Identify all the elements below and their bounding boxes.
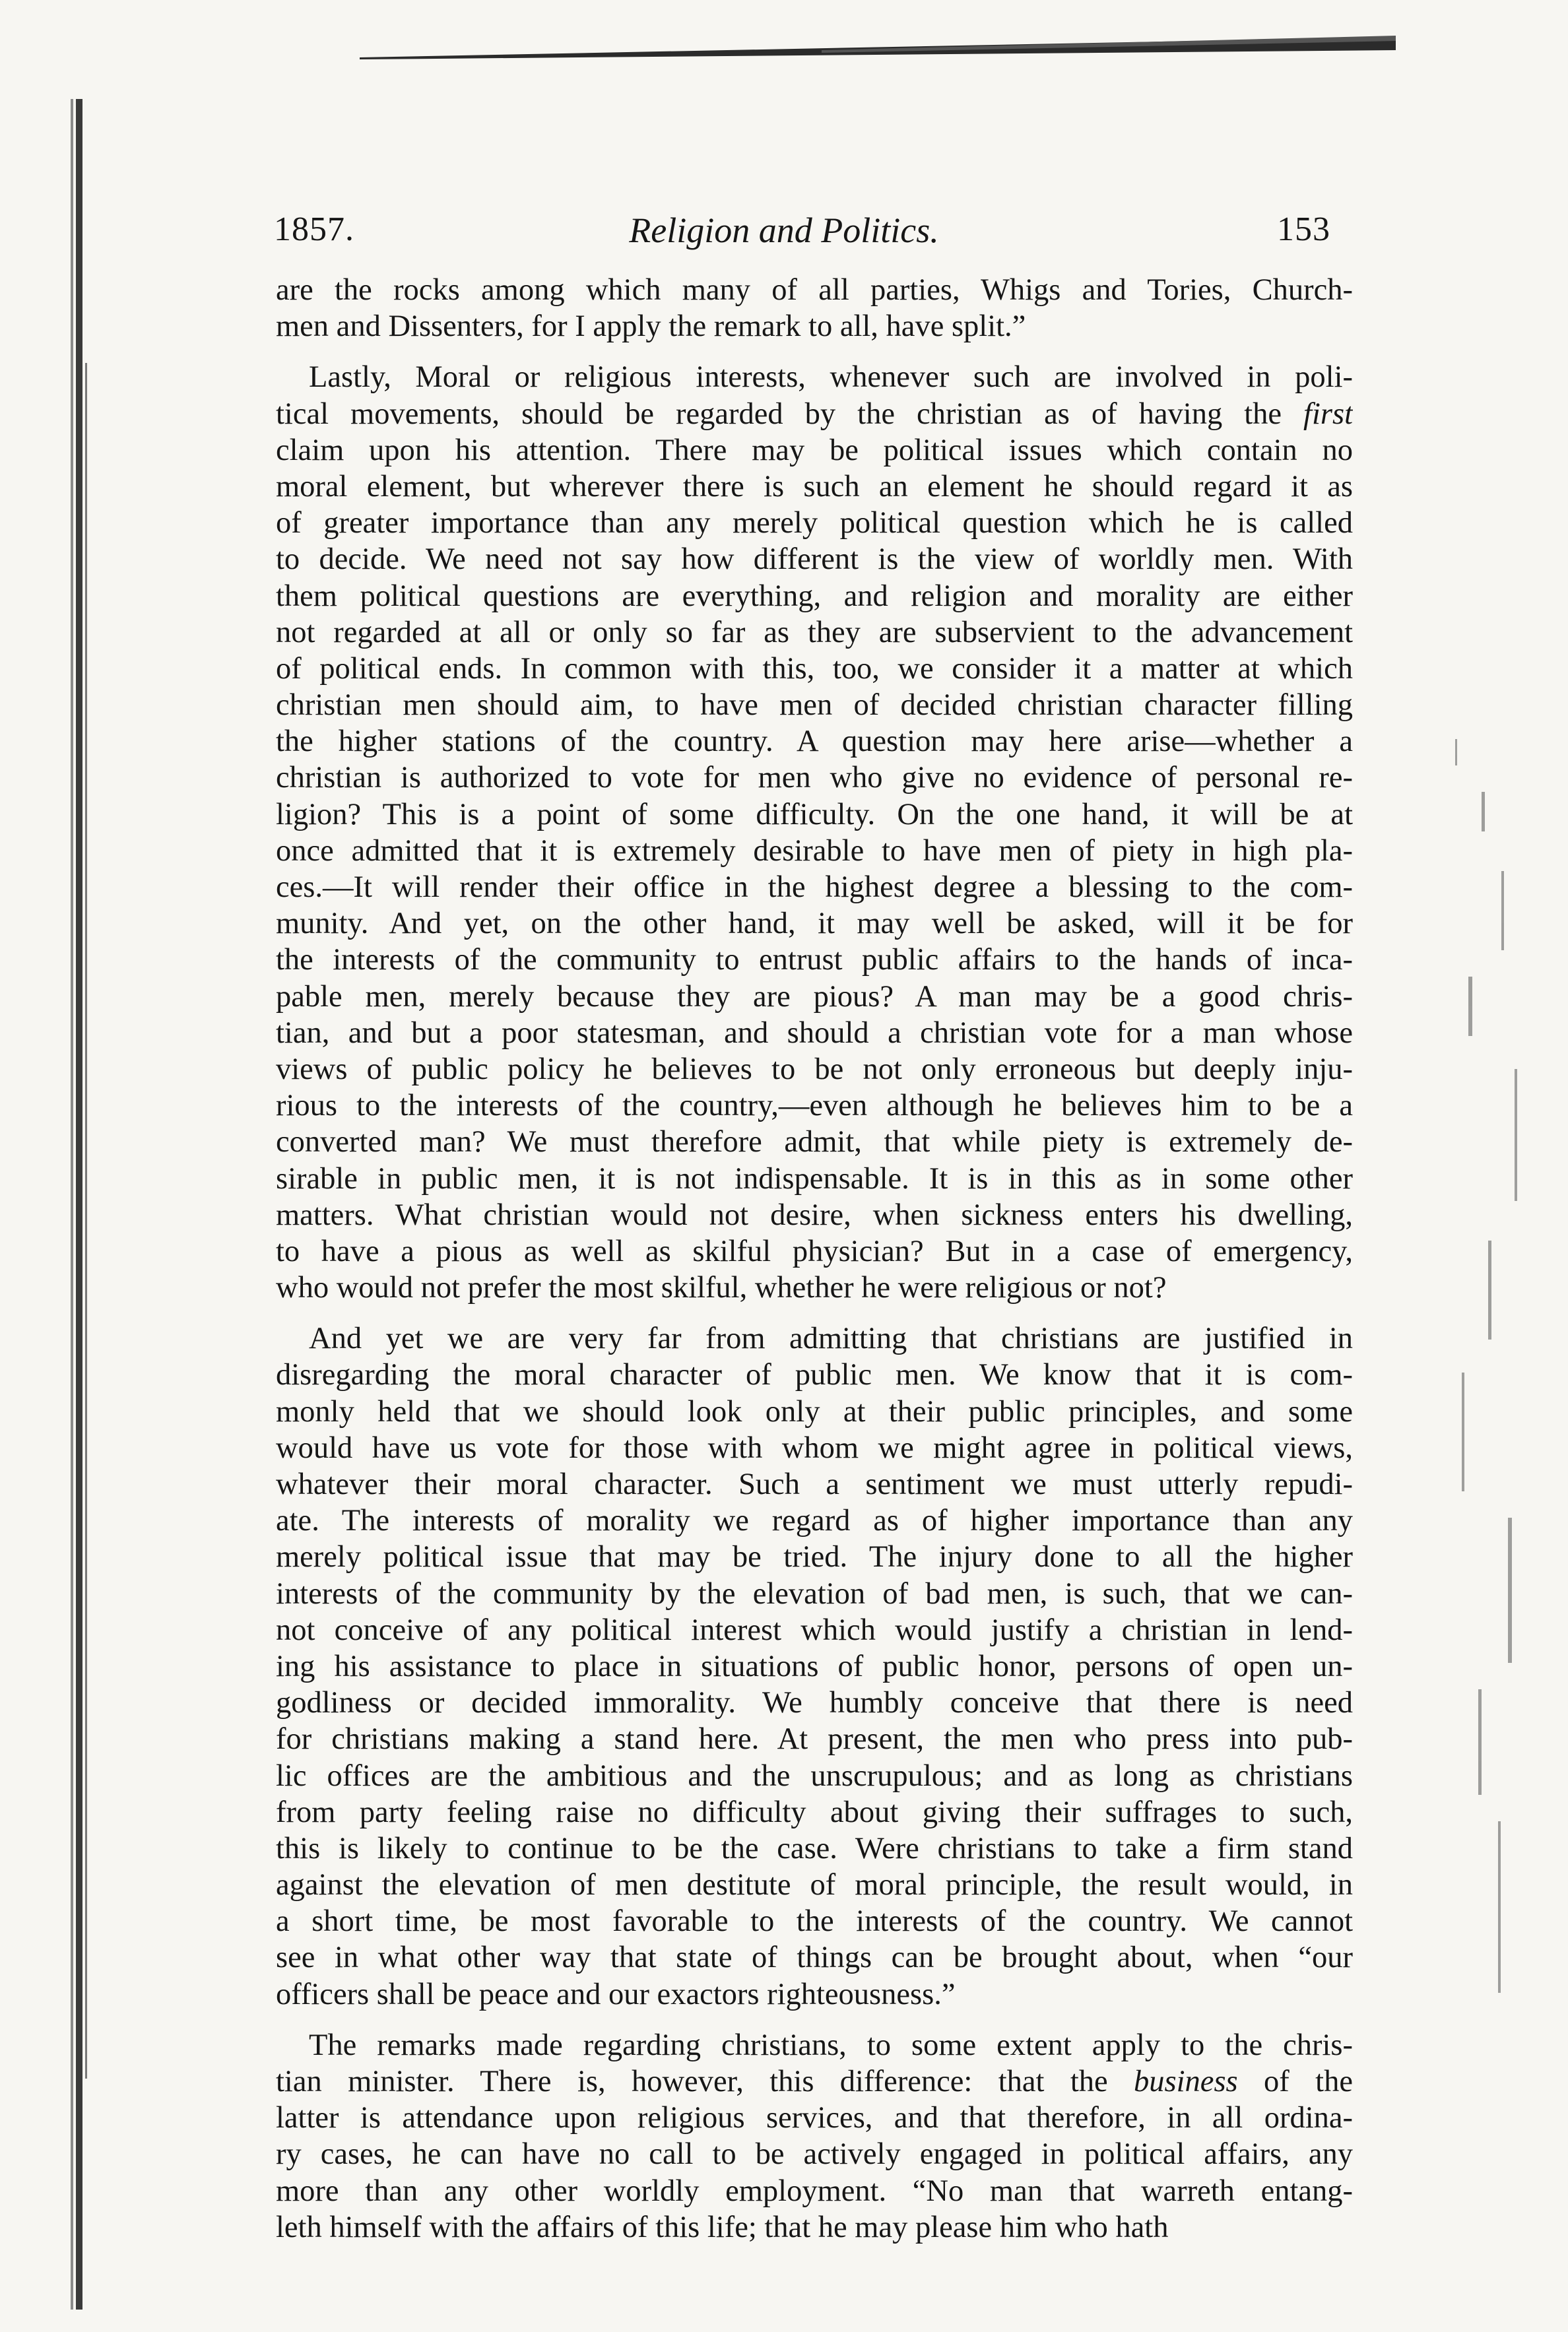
paragraph	[276, 272, 1353, 344]
text-line: munity. And yet, on the other hand, it may well be asked, will it be for	[276, 907, 1353, 941]
text-line: officers shall be peace and our exactors righteousness.”	[276, 1977, 956, 2011]
text-line: monly held that we should look only at their public principles, and some	[276, 1394, 1353, 1429]
text-line: once admitted that it is extremely desirable to have men of piety in high pla-	[276, 833, 1353, 868]
text-line: whatever their moral character. Such a sentiment we must utterly repudi-	[276, 1468, 1353, 1501]
text-line: Lastly, Moral or religious interests, whenever such are involved in poli-	[309, 360, 1353, 395]
text-line: ces.—It will render their office in the highest degree a blessing to the com-	[276, 870, 1353, 904]
text-line: disregarding the moral character of public men. We know that it is com-	[276, 1358, 1353, 1392]
text-line: rious to the interests of the country,—even although he believes him to be a	[276, 1089, 1353, 1123]
text-line: merely political issue that may be tried. The injury done to all the higher	[276, 1540, 1353, 1574]
text-line: godliness or decided immorality. We humbly conceive that there is need	[276, 1686, 1353, 1720]
text-line: who would not prefer the most skilful, whether he were religious or not?	[276, 1271, 1167, 1305]
text-line: to decide. We need not say how different is the view of worldly men. With	[276, 542, 1353, 577]
text-line: tian, and but a poor statesman, and should a christian vote for a man whose	[276, 1016, 1353, 1050]
paragraph	[276, 1320, 1353, 2013]
text-line: more than any other worldly employment. “No man that warreth entang-	[276, 2174, 1353, 2208]
text-line: matters. What christian would not desire, when sickness enters his dwelling,	[276, 1198, 1353, 1232]
text-line: leth himself with the affairs of this life; that he may please him who hath	[276, 2210, 1169, 2244]
text-line: ligion? This is a point of some difficulty. On the one hand, it will be at	[276, 797, 1353, 831]
text-line: pable men, merely because they are pious? A man may be a good chris-	[276, 979, 1353, 1014]
text-line: ate. The interests of morality we regard as of higher importance than any	[276, 1504, 1353, 1538]
text-line: see in what other way that state of things can be brought about, when “our	[276, 1941, 1353, 1975]
text-line: christian is authorized to vote for men who give no evidence of personal re-	[276, 761, 1353, 795]
text-line: for christians making a stand here. At present, the men who press into pub-	[276, 1722, 1353, 1757]
text-line: of greater importance than any merely political question which he is called	[276, 506, 1353, 540]
header-page-number: 153	[1277, 211, 1330, 248]
paragraph	[276, 2027, 1353, 2246]
paragraph-gap	[276, 344, 1353, 359]
text-line: latter is attendance upon religious services, and that therefore, in all ordina-	[276, 2101, 1353, 2135]
text-line: to have a pious as well as skilful physician? But in a case of emergency,	[276, 1234, 1353, 1268]
binding-edge	[63, 99, 94, 2310]
text-line: the higher stations of the country. A question may here arise—whether a	[276, 725, 1353, 759]
running-header	[0, 210, 1568, 263]
text-line: tical movements, should be regarded by the christian as of having the first	[276, 397, 1353, 431]
text-line: men and Dissenters, for I apply the remark to all, have split.”	[276, 309, 1026, 344]
text-line: lic offices are the ambitious and the unscrupulous; and as long as christians	[276, 1759, 1353, 1793]
text-line: And yet we are very far from admitting that christians are justified in	[309, 1322, 1353, 1356]
text-line: not conceive of any political interest which would justify a christian in lend-	[276, 1613, 1353, 1647]
header-running-title: Religion and Politics.	[629, 211, 939, 250]
text-line: this is likely to continue to be the case. Were christians to take a firm stand	[276, 1831, 1353, 1865]
text-line: are the rocks among which many of all parties, Whigs and Tories, Church-	[276, 273, 1353, 307]
text-line: claim upon his attention. There may be political issues which contain no	[276, 433, 1353, 467]
text-line: not regarded at all or only so far as they are subservient to the advancement	[276, 615, 1353, 649]
text-line: them political questions are everything, and religion and morality are either	[276, 579, 1353, 613]
text-line: ry cases, he can have no call to be actively engaged in political affairs, any	[276, 2137, 1353, 2172]
paragraph	[276, 359, 1353, 1306]
text-line: would have us vote for those with whom we might agree in political views,	[276, 1431, 1353, 1465]
text-line: The remarks made regarding christians, to some extent apply to the chris-	[309, 2028, 1353, 2062]
text-line: from party feeling raise no difficulty about giving their suffrages to such,	[276, 1795, 1353, 1829]
text-line: moral element, but wherever there is such an element he should regard it as	[276, 469, 1353, 503]
text-line: a short time, be most favorable to the interests of the country. We cannot	[276, 1904, 1353, 1939]
text-line: ing his assistance to place in situations of public honor, persons of open un-	[276, 1649, 1353, 1683]
top-rule-ornament	[360, 36, 1396, 59]
text-line: converted man? We must therefore admit, that while piety is extremely de-	[276, 1125, 1353, 1159]
text-line: interests of the community by the elevation of bad men, is such, that we can-	[276, 1576, 1353, 1611]
header-year: 1857.	[274, 211, 354, 248]
text-line: sirable in public men, it is not indispensable. It is in this as in some other	[276, 1161, 1353, 1196]
article-body	[276, 272, 1353, 2246]
text-line: tian minister. There is, however, this difference: that the business of the	[276, 2065, 1353, 2098]
text-line: christian men should aim, to have men of decided christian character filling	[276, 688, 1353, 723]
text-line: against the elevation of men destitute of moral principle, the result would, in	[276, 1868, 1353, 1902]
text-line: the interests of the community to entrust public affairs to the hands of inca-	[276, 943, 1353, 977]
text-line: of political ends. In common with this, too, we consider it a matter at which	[276, 651, 1353, 686]
scan-noise	[1442, 739, 1541, 2026]
text-line: views of public policy he believes to be not only erroneous but deeply inju-	[276, 1052, 1353, 1086]
paragraph-gap	[276, 2013, 1353, 2027]
paragraph-gap	[276, 1306, 1353, 1320]
